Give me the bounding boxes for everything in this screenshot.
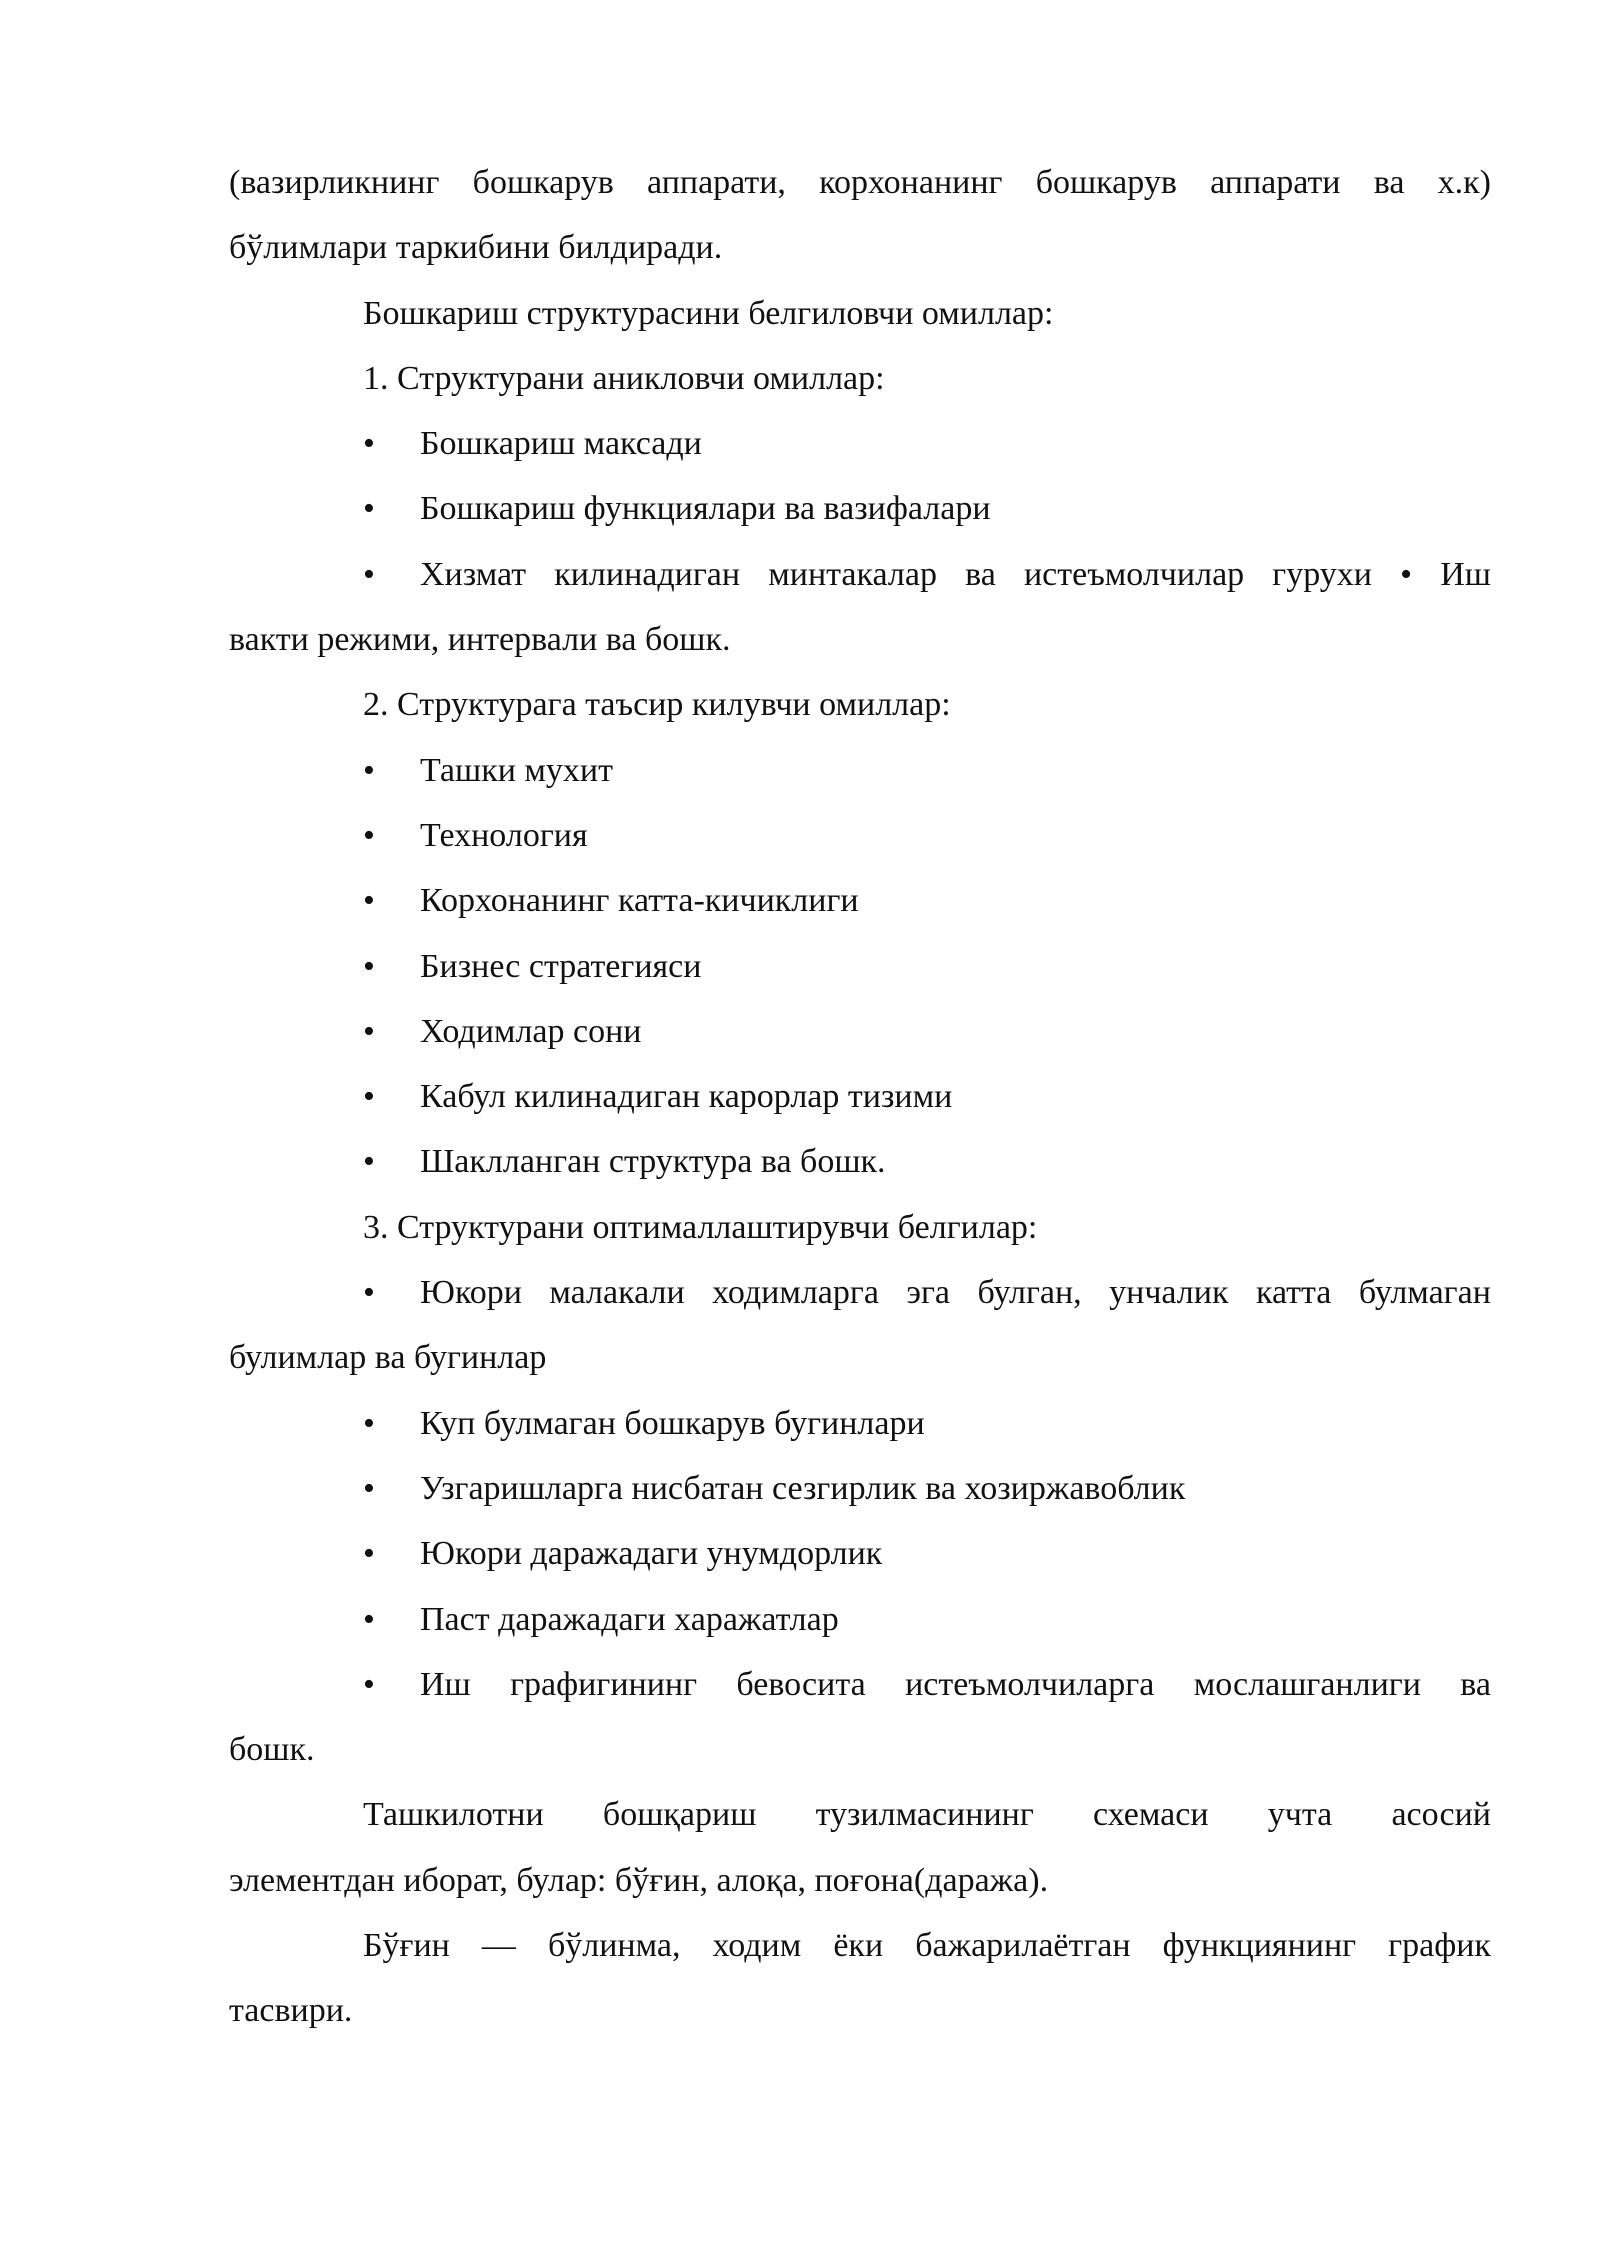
text-line: тасвири.: [229, 1992, 353, 2030]
text-line: бошк.: [229, 1731, 315, 1769]
word: учта: [1267, 1796, 1333, 1834]
word: ва: [1460, 1665, 1491, 1703]
word: бажарилаётган: [915, 1927, 1131, 1965]
text-line: [229, 150, 1491, 215]
word: —: [481, 1927, 516, 1965]
list-item-text: Технология: [420, 816, 588, 854]
word: булган,: [977, 1274, 1082, 1312]
word: бўлинма,: [547, 1927, 681, 1965]
text-line: булимлар ва бугинлар: [229, 1339, 547, 1377]
word: ва: [965, 555, 996, 593]
list-item-text: Бизнес стратегияси: [420, 947, 702, 985]
list-item: [229, 1064, 1491, 1129]
word: килинадиган: [554, 555, 741, 593]
word: схемаси: [1093, 1796, 1209, 1834]
list-item: [229, 738, 1491, 803]
list-item: [229, 868, 1491, 933]
list-item: [229, 1652, 1491, 1717]
list-item-text: [420, 542, 1491, 607]
list-item: [229, 1129, 1491, 1194]
list-item-text: Юкори даражадаги унумдорлик: [420, 1535, 883, 1573]
list-item-text: Паст даражадаги харажатлар: [420, 1600, 839, 1638]
bullet-icon: •: [363, 947, 375, 985]
word: Юкори: [420, 1274, 522, 1312]
word: графигининг: [510, 1665, 698, 1703]
word: х.к): [1437, 164, 1491, 201]
word: Ташкилотни: [363, 1796, 544, 1834]
list-item-text: Ходимлар сони: [420, 1012, 642, 1050]
list-item: [229, 476, 1491, 541]
word: бошқариш: [602, 1796, 757, 1834]
word: булмаган: [1358, 1274, 1491, 1312]
word: ва: [1373, 164, 1405, 201]
word: функциянинг: [1162, 1927, 1357, 1965]
word: •: [1400, 555, 1413, 593]
bullet-icon: •: [363, 1404, 375, 1442]
text-line: [229, 1913, 1491, 1978]
list-item-text: Куп булмаган бошкарув бугинлари: [420, 1404, 925, 1442]
word: тузилмасининг: [815, 1796, 1034, 1834]
list-item-text: Шаклланган структура ва бошк.: [420, 1143, 886, 1181]
text-line: Бошкариш структурасини белгиловчи омиллар:: [363, 294, 1054, 332]
word: асосий: [1391, 1796, 1491, 1834]
bullet-icon: •: [363, 555, 375, 593]
list-item: [229, 1456, 1491, 1521]
bullet-icon: •: [363, 1535, 375, 1573]
word: Иш: [420, 1665, 471, 1703]
list-item-text: Ташки мухит: [420, 751, 613, 789]
word: корхонанинг: [819, 164, 1003, 201]
word: Хизмат: [420, 555, 527, 593]
word: (вазирликнинг: [229, 164, 440, 201]
word: гурухи: [1272, 555, 1372, 593]
list-item-text: [420, 1652, 1491, 1717]
text-line: 2. Структурага таъсир килувчи омиллар:: [363, 686, 951, 724]
text-line: вакти режими, интервали ва бошк.: [229, 621, 731, 659]
bullet-icon: •: [363, 1274, 375, 1312]
list-item-text: Корхонанинг катта-кичиклиги: [420, 882, 859, 920]
word: аппарати,: [647, 164, 786, 201]
word: бошкарув: [472, 164, 614, 201]
list-item: [229, 803, 1491, 868]
list-item-text: [420, 1260, 1491, 1325]
bullet-icon: •: [363, 1600, 375, 1638]
list-item-text: Бошкариш максади: [420, 425, 702, 463]
bullet-icon: •: [363, 816, 375, 854]
word: эга: [906, 1274, 951, 1312]
word: истеъмолчилар: [1023, 555, 1245, 593]
list-item: [229, 411, 1491, 476]
word: катта: [1255, 1274, 1332, 1312]
bullet-icon: •: [363, 1078, 375, 1116]
word: аппарати: [1210, 164, 1341, 201]
list-item: [229, 1391, 1491, 1456]
text-line: 1. Структурани аникловчи омиллар:: [363, 359, 885, 397]
bullet-icon: •: [363, 1469, 375, 1507]
list-item-text: Узгаришларга нисбатан сезгирлик ва хозиржавоблик: [420, 1469, 1186, 1507]
bullet-icon: •: [363, 1665, 375, 1703]
list-item: [229, 1521, 1491, 1586]
text-line: бўлимлари таркибини билдиради.: [229, 229, 723, 267]
bullet-icon: •: [363, 490, 375, 528]
text-line: 3. Структурани оптималлаштирувчи белгилар:: [363, 1208, 1038, 1246]
word: бошкарув: [1035, 164, 1177, 201]
word: минтакалар: [768, 555, 937, 593]
word: график: [1388, 1927, 1491, 1965]
word: бевосита: [736, 1665, 866, 1703]
word: малакали: [549, 1274, 685, 1312]
word: унчалик: [1109, 1274, 1229, 1312]
bullet-icon: •: [363, 1143, 375, 1181]
text-line: [229, 1782, 1491, 1847]
word: Бўғин: [363, 1927, 450, 1965]
list-item: [229, 934, 1491, 999]
list-item-text: Кабул килинадиган карорлар тизими: [420, 1078, 953, 1116]
word: ёки: [833, 1927, 884, 1965]
list-item: [229, 1260, 1491, 1325]
word: ходимларга: [712, 1274, 879, 1312]
word: Иш: [1440, 555, 1491, 593]
bullet-icon: •: [363, 425, 375, 463]
list-item-text: Бошкариш функциялари ва вазифалари: [420, 490, 991, 528]
bullet-icon: •: [363, 1012, 375, 1050]
word: мослашганлиги: [1193, 1665, 1421, 1703]
word: ходим: [712, 1927, 802, 1965]
text-line: элементдан иборат, булар: бўғин, алоқа, поғона(даража).: [229, 1861, 1049, 1899]
bullet-icon: •: [363, 751, 375, 789]
list-item: [229, 1587, 1491, 1652]
bullet-icon: •: [363, 882, 375, 920]
list-item: [229, 999, 1491, 1064]
document-page: [229, 150, 1491, 2044]
list-item: [229, 542, 1491, 607]
word: истеъмолчиларга: [905, 1665, 1155, 1703]
